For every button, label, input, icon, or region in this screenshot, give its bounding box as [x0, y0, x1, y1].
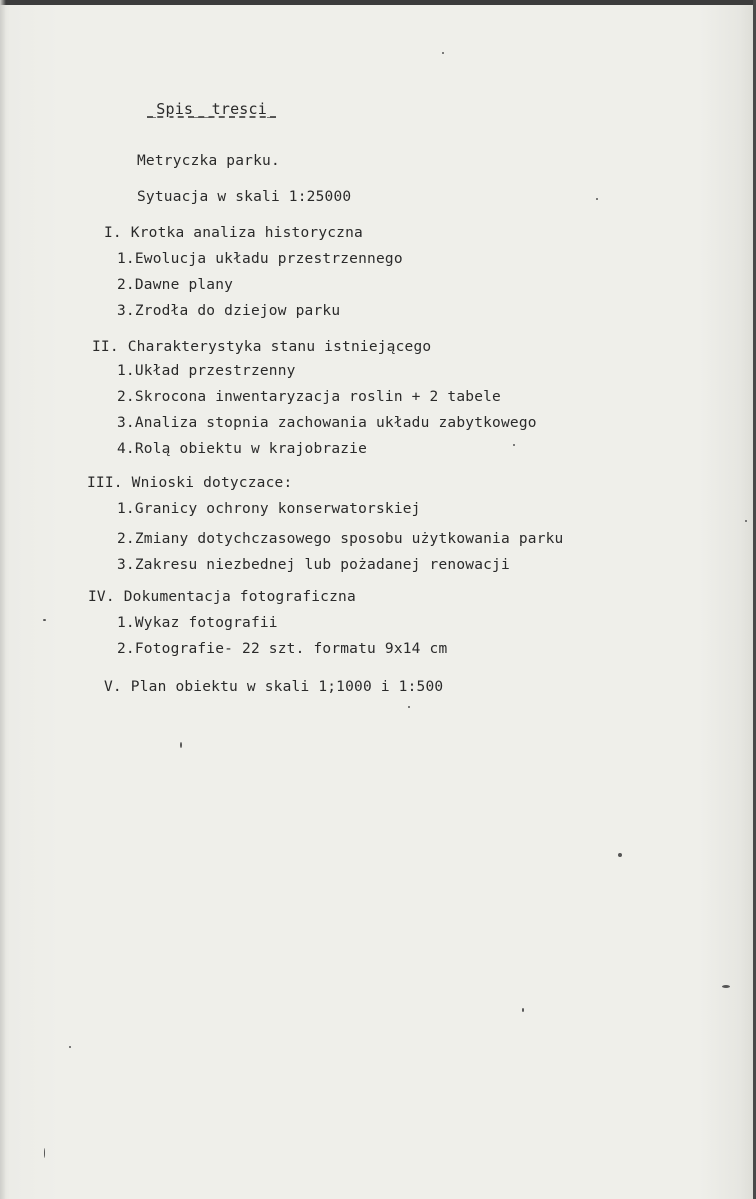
section-heading-4: IV. Dokumentacja fotograficzna — [88, 589, 356, 605]
scan-speck — [596, 198, 598, 200]
section-1-item-2: 2.Dawne plany — [117, 277, 234, 293]
scan-speck — [745, 520, 747, 522]
scan-speck — [69, 1046, 71, 1048]
scan-speck — [408, 706, 410, 708]
toc-intro-metryczka: Metryczka parku. — [137, 153, 280, 169]
section-1-item-3: 3.Zrodła do dziejow parku — [117, 303, 341, 319]
scan-speck — [722, 985, 730, 988]
toc-title: _Spis__tresci_ — [147, 100, 277, 118]
toc-intro-sytuacja: Sytuacja w skali 1:25000 — [137, 189, 352, 205]
section-4-item-1: 1.Wykaz fotografii — [117, 615, 278, 631]
section-heading-1: I. Krotka analiza historyczna — [104, 225, 363, 241]
scan-speck — [44, 1148, 45, 1158]
scan-speck — [513, 444, 515, 446]
scan-speck — [442, 52, 444, 54]
scan-speck — [43, 619, 46, 621]
page-top-edge — [0, 0, 756, 5]
section-3-item-1: 1.Granicy ochrony konserwatorskiej — [117, 501, 421, 517]
section-3-item-3: 3.Zakresu niezbednej lub pożadanej renowacji — [117, 557, 510, 573]
scan-speck — [618, 853, 622, 857]
page-left-shadow — [0, 0, 6, 1199]
section-4-item-2: 2.Fotografie- 22 szt. formatu 9x14 cm — [117, 641, 448, 657]
section-1-item-1: 1.Ewolucja układu przestrzennego — [117, 251, 403, 267]
section-3-item-2: 2.Zmiany dotychczasowego sposobu użytkowania parku — [117, 531, 564, 547]
section-2-item-2: 2.Skrocona inwentaryzacja roslin + 2 tabele — [117, 389, 501, 405]
section-heading-3: III. Wnioski dotyczace: — [87, 475, 293, 491]
section-2-item-3: 3.Analiza stopnia zachowania układu zabytkowego — [117, 415, 537, 431]
section-heading-2: II. Charakterystyka stanu istniejącego — [92, 339, 432, 355]
section-2-item-4: 4.Rolą obiektu w krajobrazie — [117, 441, 368, 457]
section-heading-5: V. Plan obiektu w skali 1;1000 i 1:500 — [104, 679, 444, 695]
scan-speck — [522, 1008, 524, 1012]
scan-speck — [180, 742, 182, 748]
section-2-item-1: 1.Układ przestrzenny — [117, 363, 296, 379]
